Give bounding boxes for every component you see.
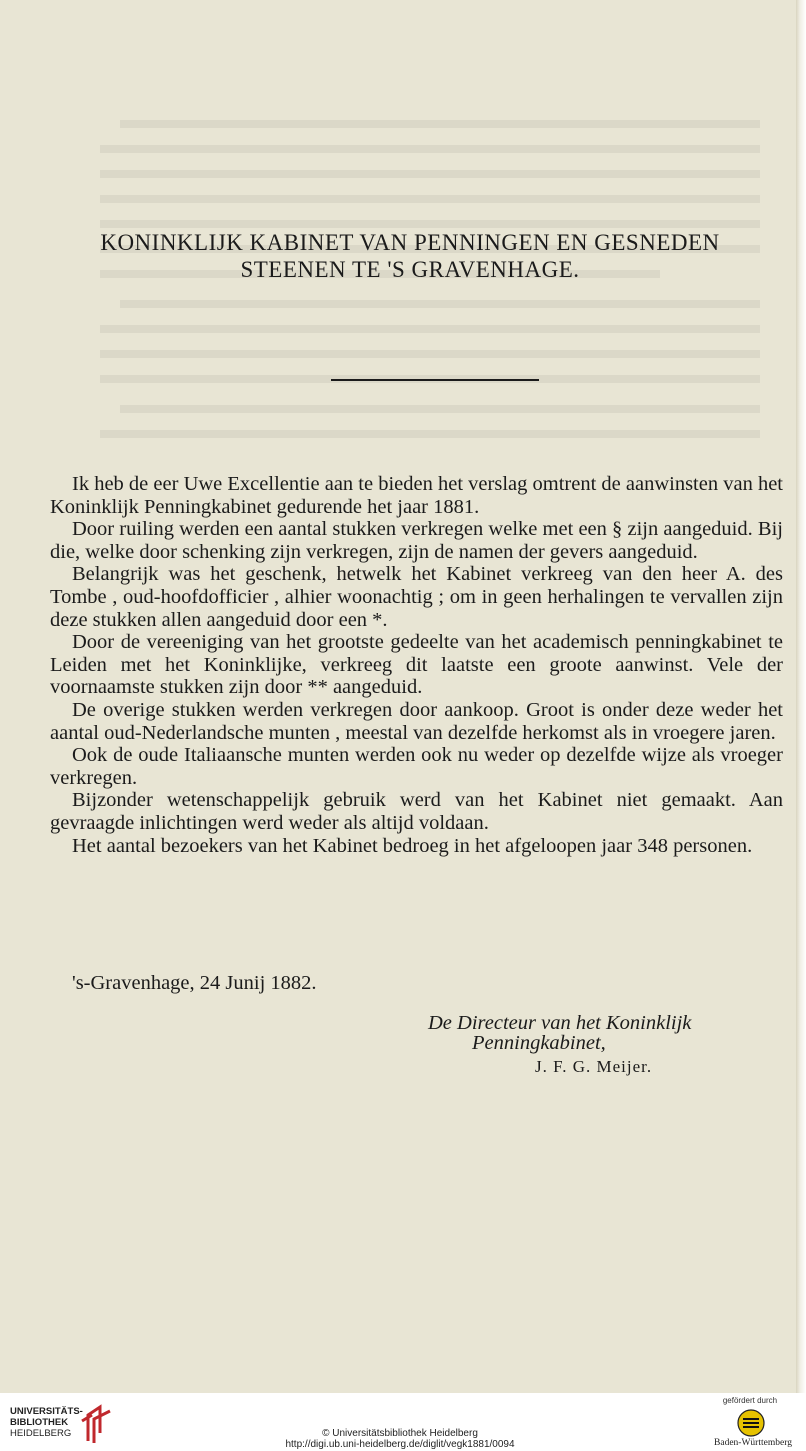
divider-rule xyxy=(331,379,539,381)
library-logo-icon[interactable] xyxy=(80,1401,114,1445)
signature-name: J. F. G. Meijer. xyxy=(535,1057,653,1076)
heading-line-2: STEENEN TE 'S GRAVENHAGE. xyxy=(240,257,580,282)
paragraph: Bijzonder wetenschappelijk gebruik werd van het Kabinet niet gemaakt. Aan gevraagde inlichtingen werd weder als altijd voldaan. xyxy=(50,789,783,834)
signature-title-line-2: Penningkabinet, xyxy=(472,1032,606,1054)
paragraph: Ik heb de eer Uwe Excellentie aan te bieden het verslag omtrent de aanwinsten van het Koninklijk Penningkabinet gedurende het jaar 1881. xyxy=(50,473,783,518)
library-line-1: UNIVERSITÄTS- xyxy=(10,1406,83,1417)
sponsor-label: gefördert durch xyxy=(722,1396,778,1405)
paragraph: De overige stukken werden verkregen door aankoop. Groot is onder deze weder het aantal oud-Nederlandsche munten , meestal van dezelfde herkomst als in vroegere jaren. xyxy=(50,698,783,744)
library-line-2: BIBLIOTHEK xyxy=(10,1417,69,1428)
report-body xyxy=(50,473,783,857)
paragraph: Het aantal bezoekers van het Kabinet bedroeg in het afgeloopen jaar 348 personen. xyxy=(72,834,753,857)
paragraph: Door de vereeniging van het grootste gedeelte van het academisch penningkabinet te Leiden met het Koninklijke, verkreeg dit laatste een groote aanwinst. Vele der voornaamste stukken zijn door ** aangeduid. xyxy=(50,631,783,699)
page-edge xyxy=(796,0,806,1393)
paragraph: Belangrijk was het geschenk, hetwelk het Kabinet verkreeg van den heer A. des Tombe , oud-hoofdofficier , alhier woonachtig ; om in geen herhalingen te vervallen zijn deze stukken allen aangeduid door een *. xyxy=(50,563,783,631)
library-line-3: HEIDELBERG xyxy=(10,1428,72,1439)
signature-title-line-1: De Directeur van het Koninklijk xyxy=(428,1012,692,1034)
state-coat-of-arms-icon xyxy=(736,1408,766,1438)
paragraph: Door ruiling werden een aantal stukken verkregen welke met een § zijn aangeduid. Bij die, welke door schenking zijn verkregen, zijn de namen der gevers aangeduid. xyxy=(50,518,783,563)
sponsor-name[interactable]: Baden-Württemberg xyxy=(714,1438,792,1448)
library-logo-text[interactable] xyxy=(10,1406,83,1439)
heading-line-1: KONINKLIJK KABINET VAN PENNINGEN EN GESNEDEN xyxy=(100,230,720,255)
paragraph: Ook de oude Italiaansche munten werden ook nu weder op dezelfde wijze als vroeger verkregen. xyxy=(50,744,783,789)
source-url[interactable]: http://digi.ub.uni-heidelberg.de/diglit/vegk1881/0094 xyxy=(285,1439,515,1450)
date-line: 's-Gravenhage, 24 Junij 1882. xyxy=(72,972,317,994)
copyright-text: © Universitätsbibliothek Heidelberg xyxy=(322,1428,478,1439)
copyright-notice xyxy=(200,1428,600,1450)
